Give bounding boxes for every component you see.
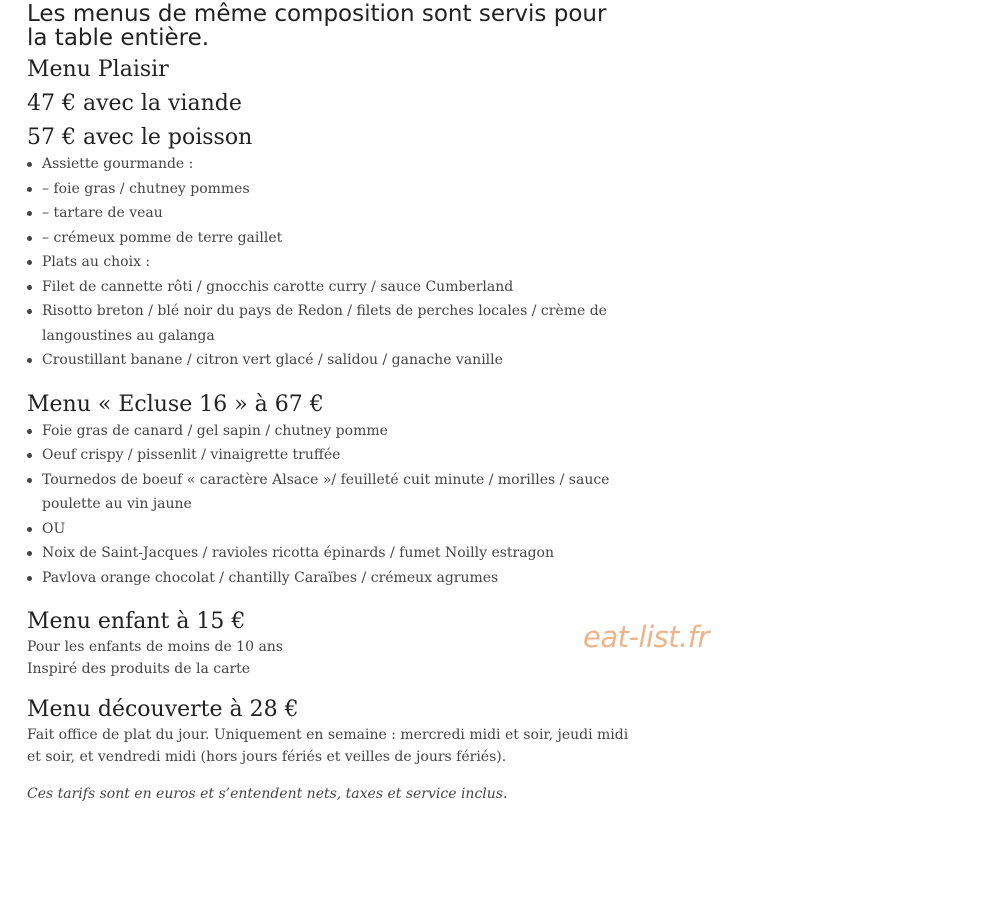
list-item: Filet de cannette rôti / gnocchis carotte curry / sauce Cumberland: [27, 275, 637, 300]
menu-ecluse-title: Menu « Ecluse 16 » à 67 €: [27, 391, 324, 417]
menu-plaisir-list: [27, 152, 637, 373]
menu-enfant-line-2: Inspiré des produits de la carte: [27, 661, 251, 677]
watermark-logo: eat-list.fr: [583, 620, 709, 654]
menu-enfant-title: Menu enfant à 15 €: [27, 609, 246, 634]
menu-enfant-description: [27, 636, 637, 680]
intro-text: [27, 2, 637, 50]
menu-content: [27, 0, 637, 805]
menu-enfant-line-1: Pour les enfants de moins de 10 ans: [27, 639, 283, 655]
list-item: Pavlova orange chocolat / chantilly Caraïbes / crémeux agrumes: [27, 566, 637, 591]
list-item: – tartare de veau: [27, 201, 637, 226]
list-item: Foie gras de canard / gel sapin / chutney pomme: [27, 419, 637, 444]
list-item: – foie gras / chutney pommes: [27, 177, 637, 202]
intro-line-1: Les menus de même composition sont servis pour: [27, 1, 607, 27]
list-item: Plats au choix :: [27, 250, 637, 275]
list-item: – crémeux pomme de terre gaillet: [27, 226, 637, 251]
menu-decouverte-title: Menu découverte à 28 €: [27, 697, 299, 722]
menu-ecluse-list: [27, 419, 637, 591]
menu-decouverte-description: Fait office de plat du jour. Uniquement en semaine : mercredi midi et soir, jeudi midi et soir, et vendredi midi (hors jours fériés et veilles de jours fériés).: [27, 727, 629, 765]
menu-plaisir-price-meat: 47 € avec la viande: [27, 91, 242, 116]
list-item: Tournedos de boeuf « caractère Alsace »/ feuilleté cuit minute / morilles / sauce poulette au vin jaune: [27, 468, 637, 517]
intro-line-2: la table entière.: [27, 25, 210, 51]
list-item: Croustillant banane / citron vert glacé / salidou / ganache vanille: [27, 348, 637, 373]
list-item: Noix de Saint-Jacques / ravioles ricotta épinards / fumet Noilly estragon: [27, 541, 637, 566]
list-item: OU: [27, 517, 637, 542]
menu-plaisir-price-fish: 57 € avec le poisson: [27, 125, 253, 150]
menu-plaisir-title: Menu Plaisir: [27, 57, 169, 82]
list-item: Assiette gourmande :: [27, 152, 637, 177]
list-item: Risotto breton / blé noir du pays de Redon / filets de perches locales / crème de langoustines au galanga: [27, 299, 637, 348]
list-item: Oeuf crispy / pissenlit / vinaigrette truffée: [27, 443, 637, 468]
price-note: Ces tarifs sont en euros et s’entendent nets, taxes et service inclus.: [27, 786, 508, 802]
